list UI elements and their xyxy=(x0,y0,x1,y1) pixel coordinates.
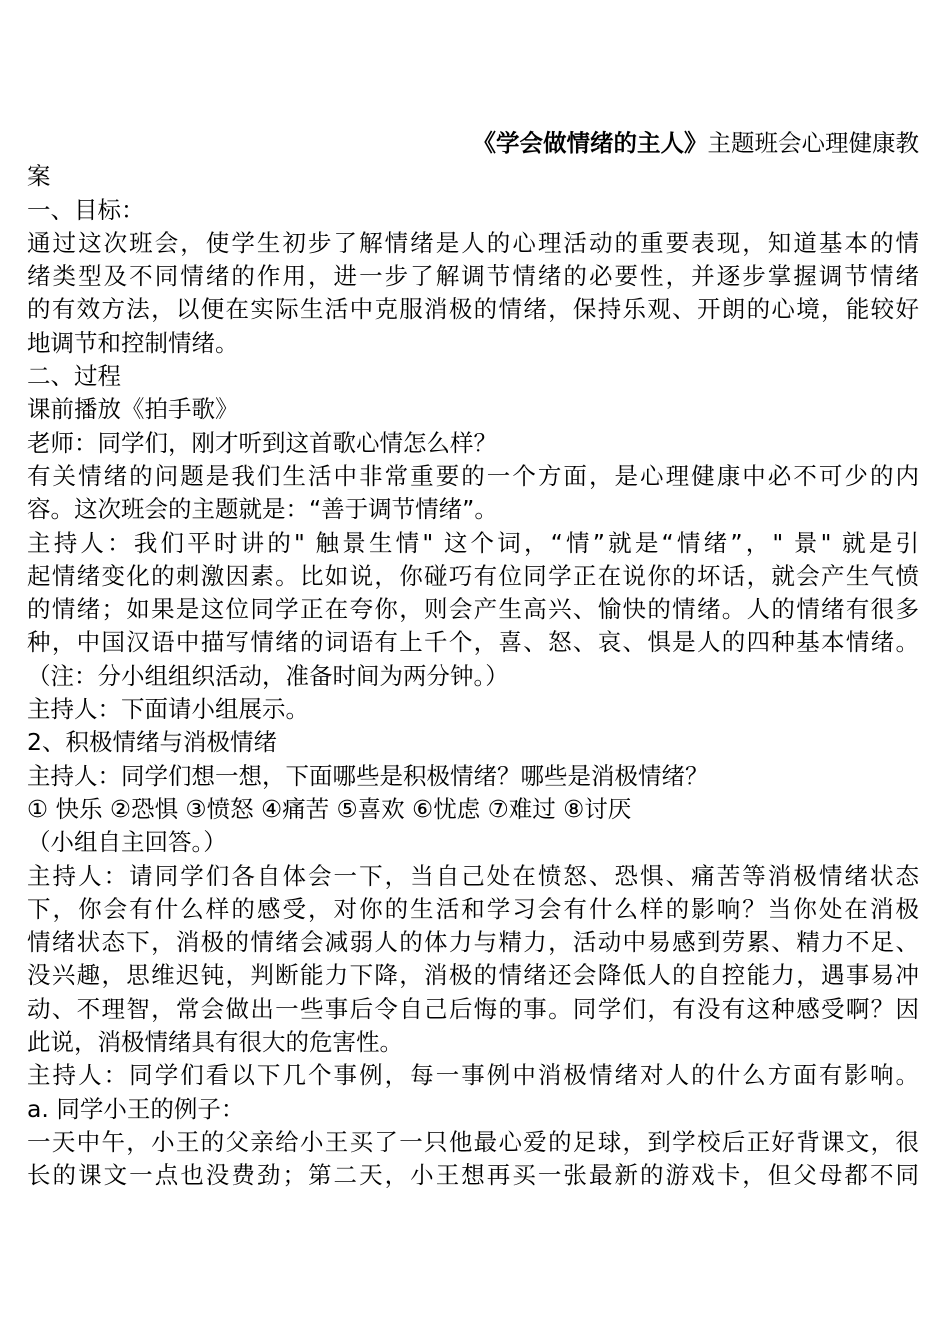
text-line: 主持人：我们平时讲的" 触景生情" 这个词，“情”就是“情绪”，" 景" 就是引 xyxy=(27,528,919,557)
text-line: 主持人：请同学们各自体会一下，当自己处在愤怒、恐惧、痛苦等消极情绪状态 xyxy=(27,861,919,890)
document-page xyxy=(27,127,919,1193)
text-line: 地调节和控制情绪。 xyxy=(27,328,239,357)
text-line: 主持人：同学们看以下几个事例，每一事例中消极情绪对人的什么方面有影响。 xyxy=(27,1061,919,1090)
text-line: 长的课文一点也没费劲；第二天，小王想再买一张最新的游戏卡，但父母都不同 xyxy=(27,1161,919,1190)
text-line: a. 同学小王的例子： xyxy=(27,1094,245,1123)
text-line: 主持人：下面请小组展示。 xyxy=(27,695,309,724)
text-line: 容。这次班会的主题就是：“善于调节情绪”。 xyxy=(27,495,498,524)
text-line: 的有效方法，以便在实际生活中克服消极的情绪，保持乐观、开朗的心境，能较好 xyxy=(27,295,919,324)
text-line: （注：分小组组织活动，准备时间为两分钟。） xyxy=(27,661,509,690)
text-line: 一天中午，小王的父亲给小王买了一只他最心爱的足球，到学校后正好背课文，很 xyxy=(27,1127,919,1156)
text-line: 主持人：同学们想一想，下面哪些是积极情绪？哪些是消极情绪？ xyxy=(27,761,709,790)
text-line: 老师：同学们，刚才听到这首歌心情怎么样？ xyxy=(27,428,497,457)
title-rest-text: 主题班会心理健康教 xyxy=(707,129,919,157)
text-line: 通过这次班会，使学生初步了解情绪是人的心理活动的重要表现，知道基本的情 xyxy=(27,228,919,257)
text-line: 下，你会有什么样的感受，对你的生活和学习会有什么样的影响？当你处在消极 xyxy=(27,894,919,923)
text-line: 没兴趣，思维迟钝，判断能力下降，消极的情绪还会降低人的自控能力，遇事易冲 xyxy=(27,961,919,990)
text-line: 有关情绪的问题是我们生活中非常重要的一个方面，是心理健康中必不可少的内 xyxy=(27,461,919,490)
title-bold-text: 《学会做情绪的主人》 xyxy=(472,129,708,157)
document-body xyxy=(27,194,919,1193)
text-line: 一、目标： xyxy=(27,195,145,224)
text-line: 的情绪；如果是这位同学正在夸你，则会产生高兴、愉快的情绪。人的情绪有很多 xyxy=(27,595,919,624)
text-line: 情绪状态下，消极的情绪会减弱人的体力与精力，活动中易感到劳累、精力不足、 xyxy=(27,928,919,957)
text-line: 种，中国汉语中描写情绪的词语有上千个，喜、怒、哀、惧是人的四种基本情绪。 xyxy=(27,628,919,657)
title-continuation: 案 xyxy=(27,162,51,191)
text-line: 起情绪变化的刺激因素。比如说，你碰巧有位同学正在说你的坏话，就会产生气愤 xyxy=(27,561,919,590)
document-title xyxy=(27,127,919,160)
text-line: 动、不理智，常会做出一些事后令自己后悔的事。同学们，有没有这种感受啊？因 xyxy=(27,994,919,1023)
text-line: 二、过程 xyxy=(27,362,121,391)
text-line: 绪类型及不同情绪的作用，进一步了解调节情绪的必要性，并逐步掌握调节情绪 xyxy=(27,262,919,291)
text-line: ① 快乐 ②恐惧 ③愤怒 ④痛苦 ⑤喜欢 ⑥忧虑 ⑦难过 ⑧讨厌 xyxy=(27,794,632,823)
text-line: 课前播放《拍手歌》 xyxy=(27,395,239,424)
text-line: （小组自主回答。） xyxy=(27,828,227,857)
text-line: 此说，消极情绪具有很大的危害性。 xyxy=(27,1028,403,1057)
text-line: 2、积极情绪与消极情绪 xyxy=(27,728,277,757)
